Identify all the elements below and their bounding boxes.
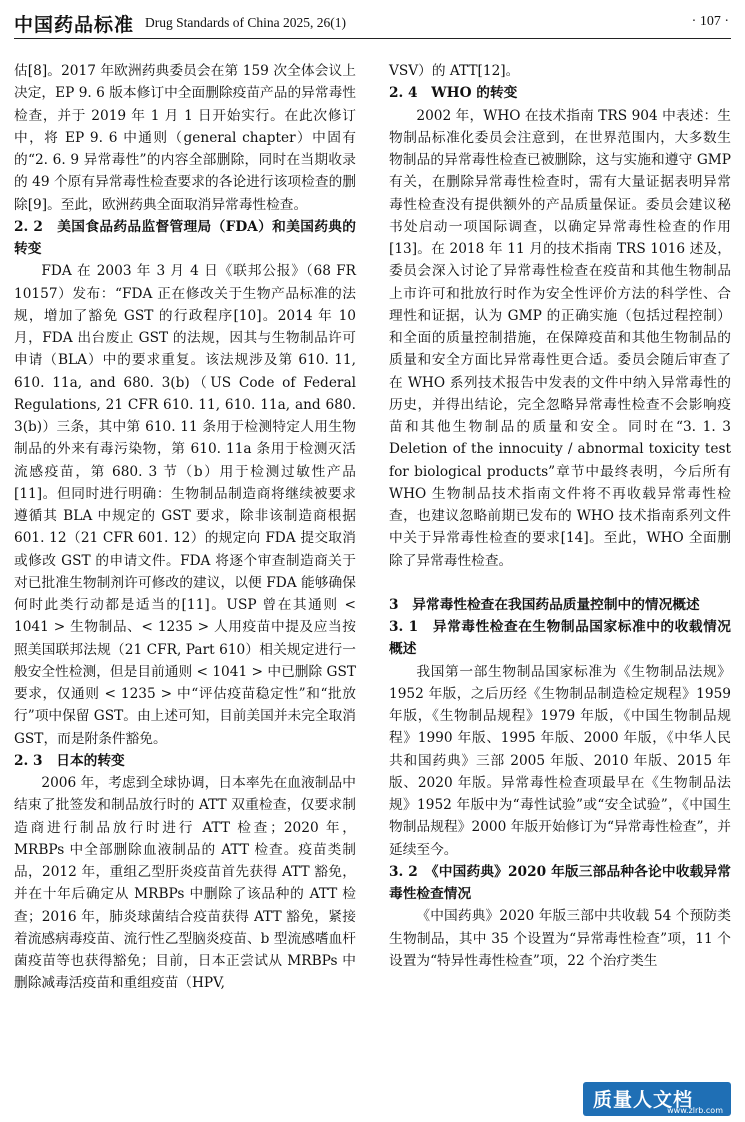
section-heading-2-4: 2. 4 WHO 的转变: [389, 85, 518, 102]
section-heading-3-1: 3. 1 异常毒性检查在生物制品国家标准中的收载情况概述: [389, 619, 731, 658]
running-header: [14, 6, 731, 38]
section-spacer: [389, 572, 731, 594]
watermark-logo: [583, 1082, 731, 1116]
journal-title-cn: 中国药品标准: [14, 14, 135, 36]
paragraph-japan: 2006 年，考虑到全球协调，日本率先在血液制品中结束了批签发和制品放行时的 ATT 双重检查，仅要求制造商进行制品放行时进行 ATT 检查；2020 年，MRBPs 中全部删除血液制品的 ATT 检查。疫苗类制品，2012 年，重组乙型肝炎疫苗首先获得 ATT 豁免，并在十年后确定从 MRBPs 中删除了该品种的 ATT 检查；2016 年，肺炎球菌结合疫苗获得 ATT 豁免，紧接着流感病毒疫苗、流行性乙型脑炎疫苗、b 型流感嗜血杆菌疫苗等也获得豁免；目前，日本正尝试从 MRBPs 中删除减毒活疫苗和重组疫苗（HPV,: [14, 775, 356, 992]
paragraph-continued: VSV）的 ATT[12]。: [389, 63, 520, 79]
paragraph-fda: FDA 在 2003 年 3 月 4 日《联邦公报》（68 FR 10157）发布：“FDA 正在修改关于生物产品标准的法规，增加了豁免 GST 的行政程序[10]。2014 年 10 月，FDA 出台废止 GST 的法规，因其与生物制品许可申请（BLA）中的要求重复。该法规涉及第 610. 11, 610. 11a, and 680. 3(b)（US Code of Federal Regulations, 21 CFR 610. 11, 610. 11a, and 680. 3(b)）三条，其中第 610. 11 条用于检测特定人用生物制品的外来有毒污染物，第 610. 11a 条用于检测灭活流感疫苗，第 680. 3 节（b）用于检测过敏性产品[11]。但同时进行明确：生物制品制造商将继续被要求遵循其 BLA 中规定的 GST 要求，除非该制造商根据 601. 12（21 CFR 601. 12）的规定向 FDA 提交取消或修改 GST 的申请文件。FDA 将逐个审查制造商关于对已批准生物制剂许可修改的建议，以便 FDA 能够确保何时此类行动都是适当的[11]。USP 曾在其通则 < 1041 > 生物制品、< 1235 > 人用疫苗中提及应当按照美国联邦法规（21 CFR, Part 610）相关规定进行一般安全性检测，但是目前通则 < 1041 > 中已删除 GST 要求，仅通则 < 1235 > 中“评估疫苗稳定性”和“批放行”项中保留 GST。由上述可知，目前美国并未完全取消 GST，而是附条件豁免。: [14, 263, 356, 747]
right-column: [389, 60, 731, 972]
header-rule: [14, 38, 731, 39]
section-heading-2-2: 2. 2 美国食品药品监督管理局（FDA）和美国药典的转变: [14, 218, 356, 257]
watermark-text: 质量人文档: [593, 1089, 694, 1111]
section-heading-2-3: 2. 3 日本的转变: [14, 752, 125, 769]
paragraph-pharmacopoeia-2020: 《中国药典》2020 年版三部中共收载 54 个预防类生物制品，其中 35 个设置为“异常毒性检查”项，11 个设置为“特异性毒性检查”项，22 个治疗类生: [389, 908, 731, 969]
page-number: · 107 ·: [691, 14, 729, 29]
paragraph-national-standards: 我国第一部生物制品国家标准为《生物制品法规》1952 年版，之后历经《生物制品制造检定规程》1959 年版，《生物制品规程》1979 年版，《中国生物制品规程》1990 年版、1995 年版、2000 年版，《中华人民共和国药典》三部 2005 年版、2010 年版、2015 年版、2020 年版。异常毒性检查项最早在《生物制品法规》1952 年版中为“毒性试验”或“安全试验”，《中国生物制品规程》2000 年版开始修订为“异常毒性检查”，并延续至今。: [389, 663, 731, 858]
section-heading-3-2: 3. 2 《中国药典》2020 年版三部品种各论中收载异常毒性检查情况: [389, 863, 731, 902]
section-heading-3: 3 异常毒性检查在我国药品质量控制中的情况概述: [389, 596, 700, 613]
paragraph-who: 2002 年，WHO 在技术指南 TRS 904 中表述：生物制品标准化委员会注意到，在世界范围内，大多数生物制品的异常毒性检查已被删除，这与实施和遵守 GMP 有关，在删除异常毒性检查时，需有大量证据表明异常毒性检查没有提供额外的产品质量保证。委员会建议秘书处启动一项国际调查，以确定异常毒性检查的作用[13]。在 2018 年 11 月的技术指南 TRS 1016 述及，委员会深入讨论了异常毒性检查在疫苗和其他生物制品上市许可和批放行时作为安全性评价方法的科学性、合理性和证据，认为 GMP 的正确实施（包括过程控制）和全面的质量控制措施，在保障疫苗和其他生物制品的质量和安全方面比异常毒性更合适。委员会随后审查了在 WHO 系列技术报告中发表的文件中纳入异常毒性的历史，并得出结论，完全忽略异常毒性检查不会影响疫苗和其他生物制品的质量和安全。同时在“3. 1. 3 Deletion of the innocuity / abnormal toxicity test for biological products”章节中最终表明，今后所有 WHO 生物制品技术指南文件将不再收载异常毒性检查，也建议忽略前期已发布的 WHO 技术指南系列文件中关于异常毒性检查的要求[14]。至此，WHO 全面删除了异常毒性检查。: [389, 107, 731, 569]
journal-title-en: Drug Standards of China 2025, 26(1): [145, 15, 346, 30]
left-column: [14, 60, 356, 995]
watermark-url: www.zlrb.com: [667, 1106, 723, 1115]
paragraph-ep-revision: 估[8]。2017 年欧洲药典委员会在第 159 次全体会议上决定，EP 9. 6 版本修订中全面删除疫苗产品的异常毒性检查，并于 2019 年 1 月 1 日开始实行。在此次修订中，将 EP 9. 6 中通则（general chapter）中固有的“2. 6. 9 异常毒性”的内容全部删除，同时在当期收录的 49 个原有异常毒性检查要求的各论进行该项检查的删除[9]。至此，欧洲药典全面取消异常毒性检查。: [14, 63, 356, 213]
